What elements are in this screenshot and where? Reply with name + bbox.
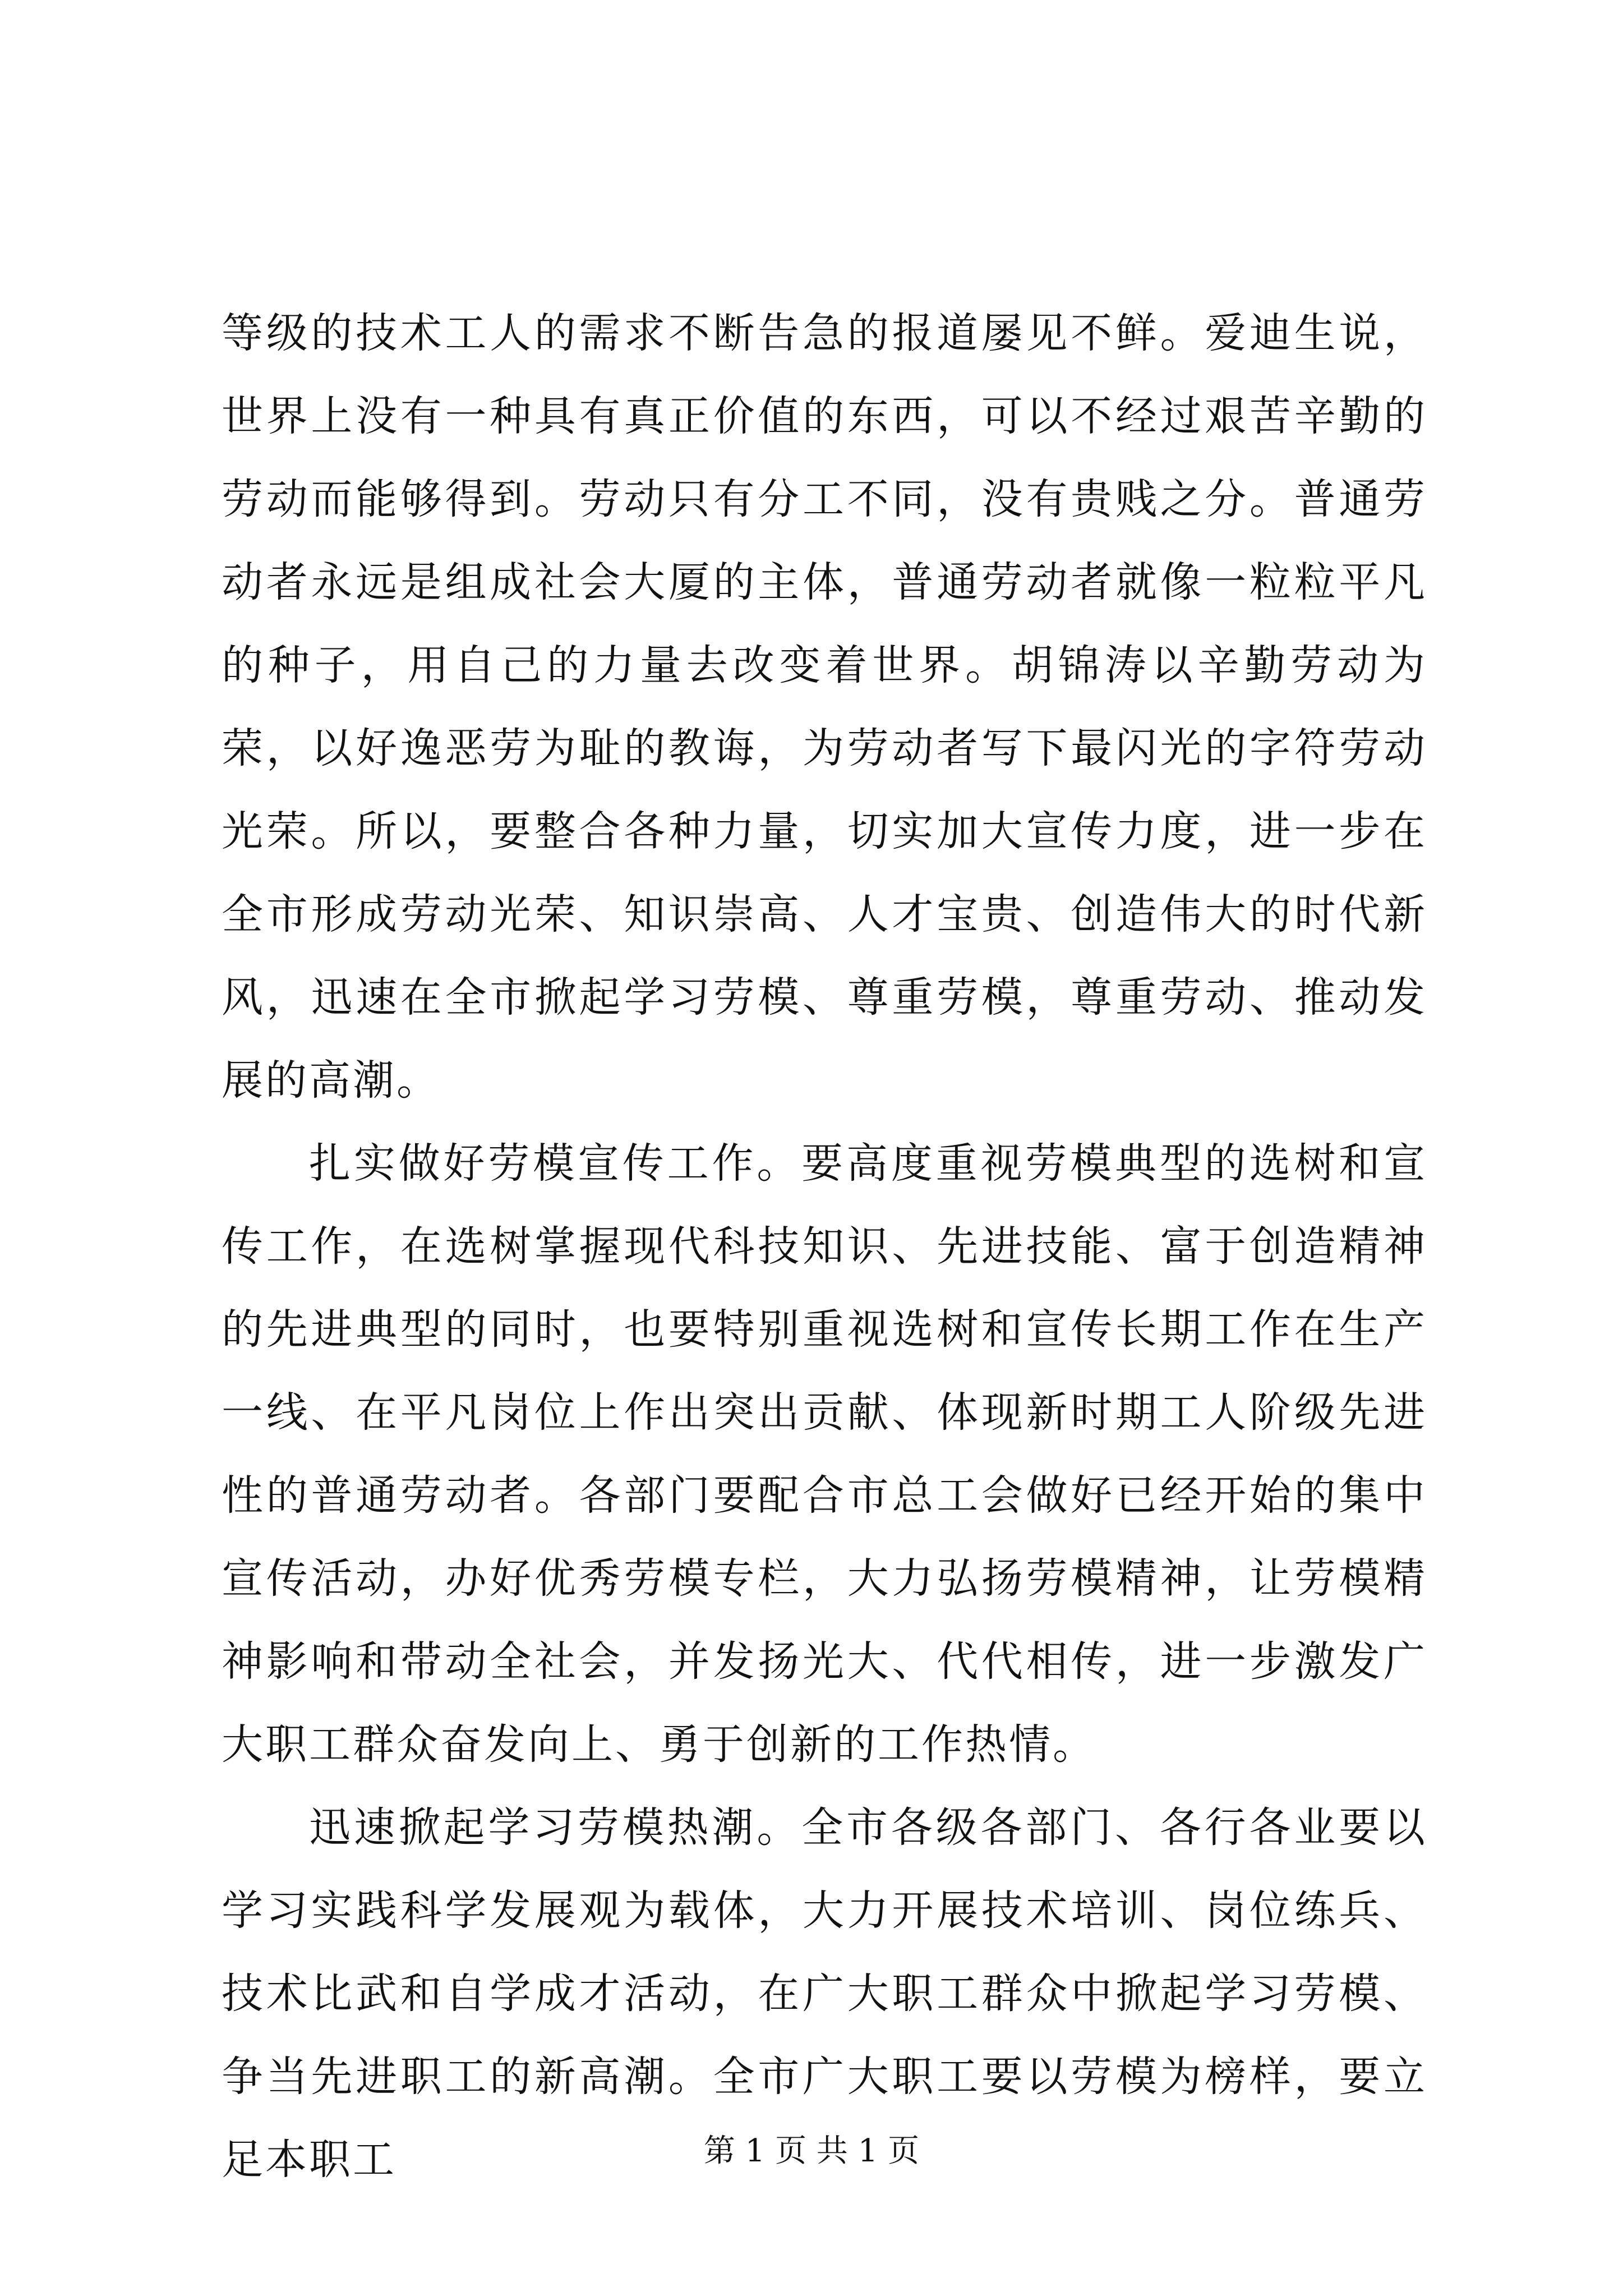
paragraph-2: 扎实做好劳模宣传工作。要高度重视劳模典型的选树和宣传工作，在选树掌握现代科技知识、先进技能、富于创造精神的先进典型的同时，也要特别重视选树和宣传长期工作在生产一线、在平凡岗位上作出突出贡献、体现新时期工人阶级先进性的普通劳动者。各部门要配合市总工会做好已经开始的集中宣传活动，办好优秀劳模专栏，大力弘扬劳模精神，让劳模精神影响和带动全社会，并发扬光大、代代相传，进一步激发广大职工群众奋发向上、勇于创新的工作热情。 (222, 1139, 1427, 1769)
paragraph-1: 等级的技术工人的需求不断告急的报道屡见不鲜。爱迪生说，世界上没有一种具有真正价值的东西，可以不经过艰苦辛勤的劳动而能够得到。劳动只有分工不同，没有贵贱之分。普通劳动者永远是组成社会大厦的主体，普通劳动者就像一粒粒平凡的种子，用自己的力量去改变着世界。胡锦涛以辛勤劳动为荣，以好逸恶劳为耻的教诲，为劳动者写下最闪光的字符劳动光荣。所以，要整合各种力量，切实加大宣传力度，进一步在全市形成劳动光荣、知识崇高、人才宝贵、创造伟大的时代新风，迅速在全市掀起学习劳模、尊重劳模，尊重劳动、推动发展的高潮。 (222, 309, 1427, 1105)
document-body (222, 292, 1427, 2201)
paragraph-3: 迅速掀起学习劳模热潮。全市各级各部门、各行各业要以学习实践科学发展观为载体，大力开展技术培训、岗位练兵、技术比武和自学成才活动，在广大职工群众中掀起学习劳模、争当先进职工的新高潮。全市广大职工要以劳模为榜样，要立足本职工 (222, 1803, 1427, 2184)
page-footer: 第 1 页 共 1 页 (703, 2133, 920, 2169)
